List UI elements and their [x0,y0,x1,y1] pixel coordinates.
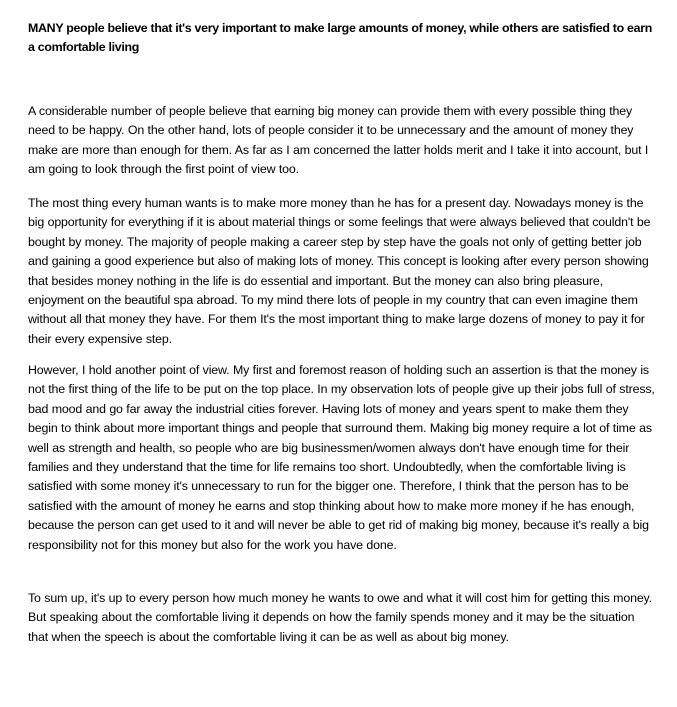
paragraph-introduction: A considerable number of people believe that earning big money can provide them with every possible thing they need to be happy. On the other hand, lots of people consider it to be unnecessary and the amount of money they make are more than enough for them. As far as I am concerned the latter holds merit and I take it into account, but I am going to look through the first point of view too. [28,104,649,177]
paragraph-opposing-view: However, I hold another point of view. My first and foremost reason of holding such an assertion is that the money is not the first thing of the life to be put on the top place. In my observation lots of people give up their jobs full of stress, bad mood and go far away the industrial cities forever. Having lots of money and years spent to make them they begin to think about more important things and people that surround them. Making big money require a lot of time as well as strength and health, so people who are big businessmen/women always don't have enough time for their families and they understand that the time for life remains too short. Undoubtedly, when the comfortable living is satisfied with some money it's unnecessary to run for the bigger one. Therefore, I think that the person has to be satisfied with the amount of money he earns and stop thinking about how to make more money if he has enough, because the person can get used to it and will never be able to get rid of making big money, because it's really a big responsibility not for this money but also for the work you have done. [28,363,655,552]
paragraph-conclusion: To sum up, it's up to every person how much money he wants to owe and what it will cost him for getting this money. But speaking about the comfortable living it depends on how the family spends money and it may be the situation that when the speech is about the comfortable living it can be as well as about big money. [28,591,652,644]
paragraph-money-important: The most thing every human wants is to make more money than he has for a present day. Nowadays money is the big opportunity for everything if it is about material things or some feelings that were always believed that couldn't be bought by money. The majority of people making a career step by step have the goals not only of getting better job and gaining a good experience but also of making lots of money. This concept is looking after every person showing that besides money nothing in the life is do essential and important. But the money can also bring pleasure, enjoyment on the beautiful spa abroad. To my mind there lots of people in my country that can even imagine them without all that money they have. For them It's the most important thing to make large dozens of money to pay it for their every expensive step. [28,196,651,346]
essay-title: MANY people believe that it's very important to make large amounts of money, while others are satisfied to earn a comfortable living [28,21,652,54]
essay-document [28,19,656,644]
